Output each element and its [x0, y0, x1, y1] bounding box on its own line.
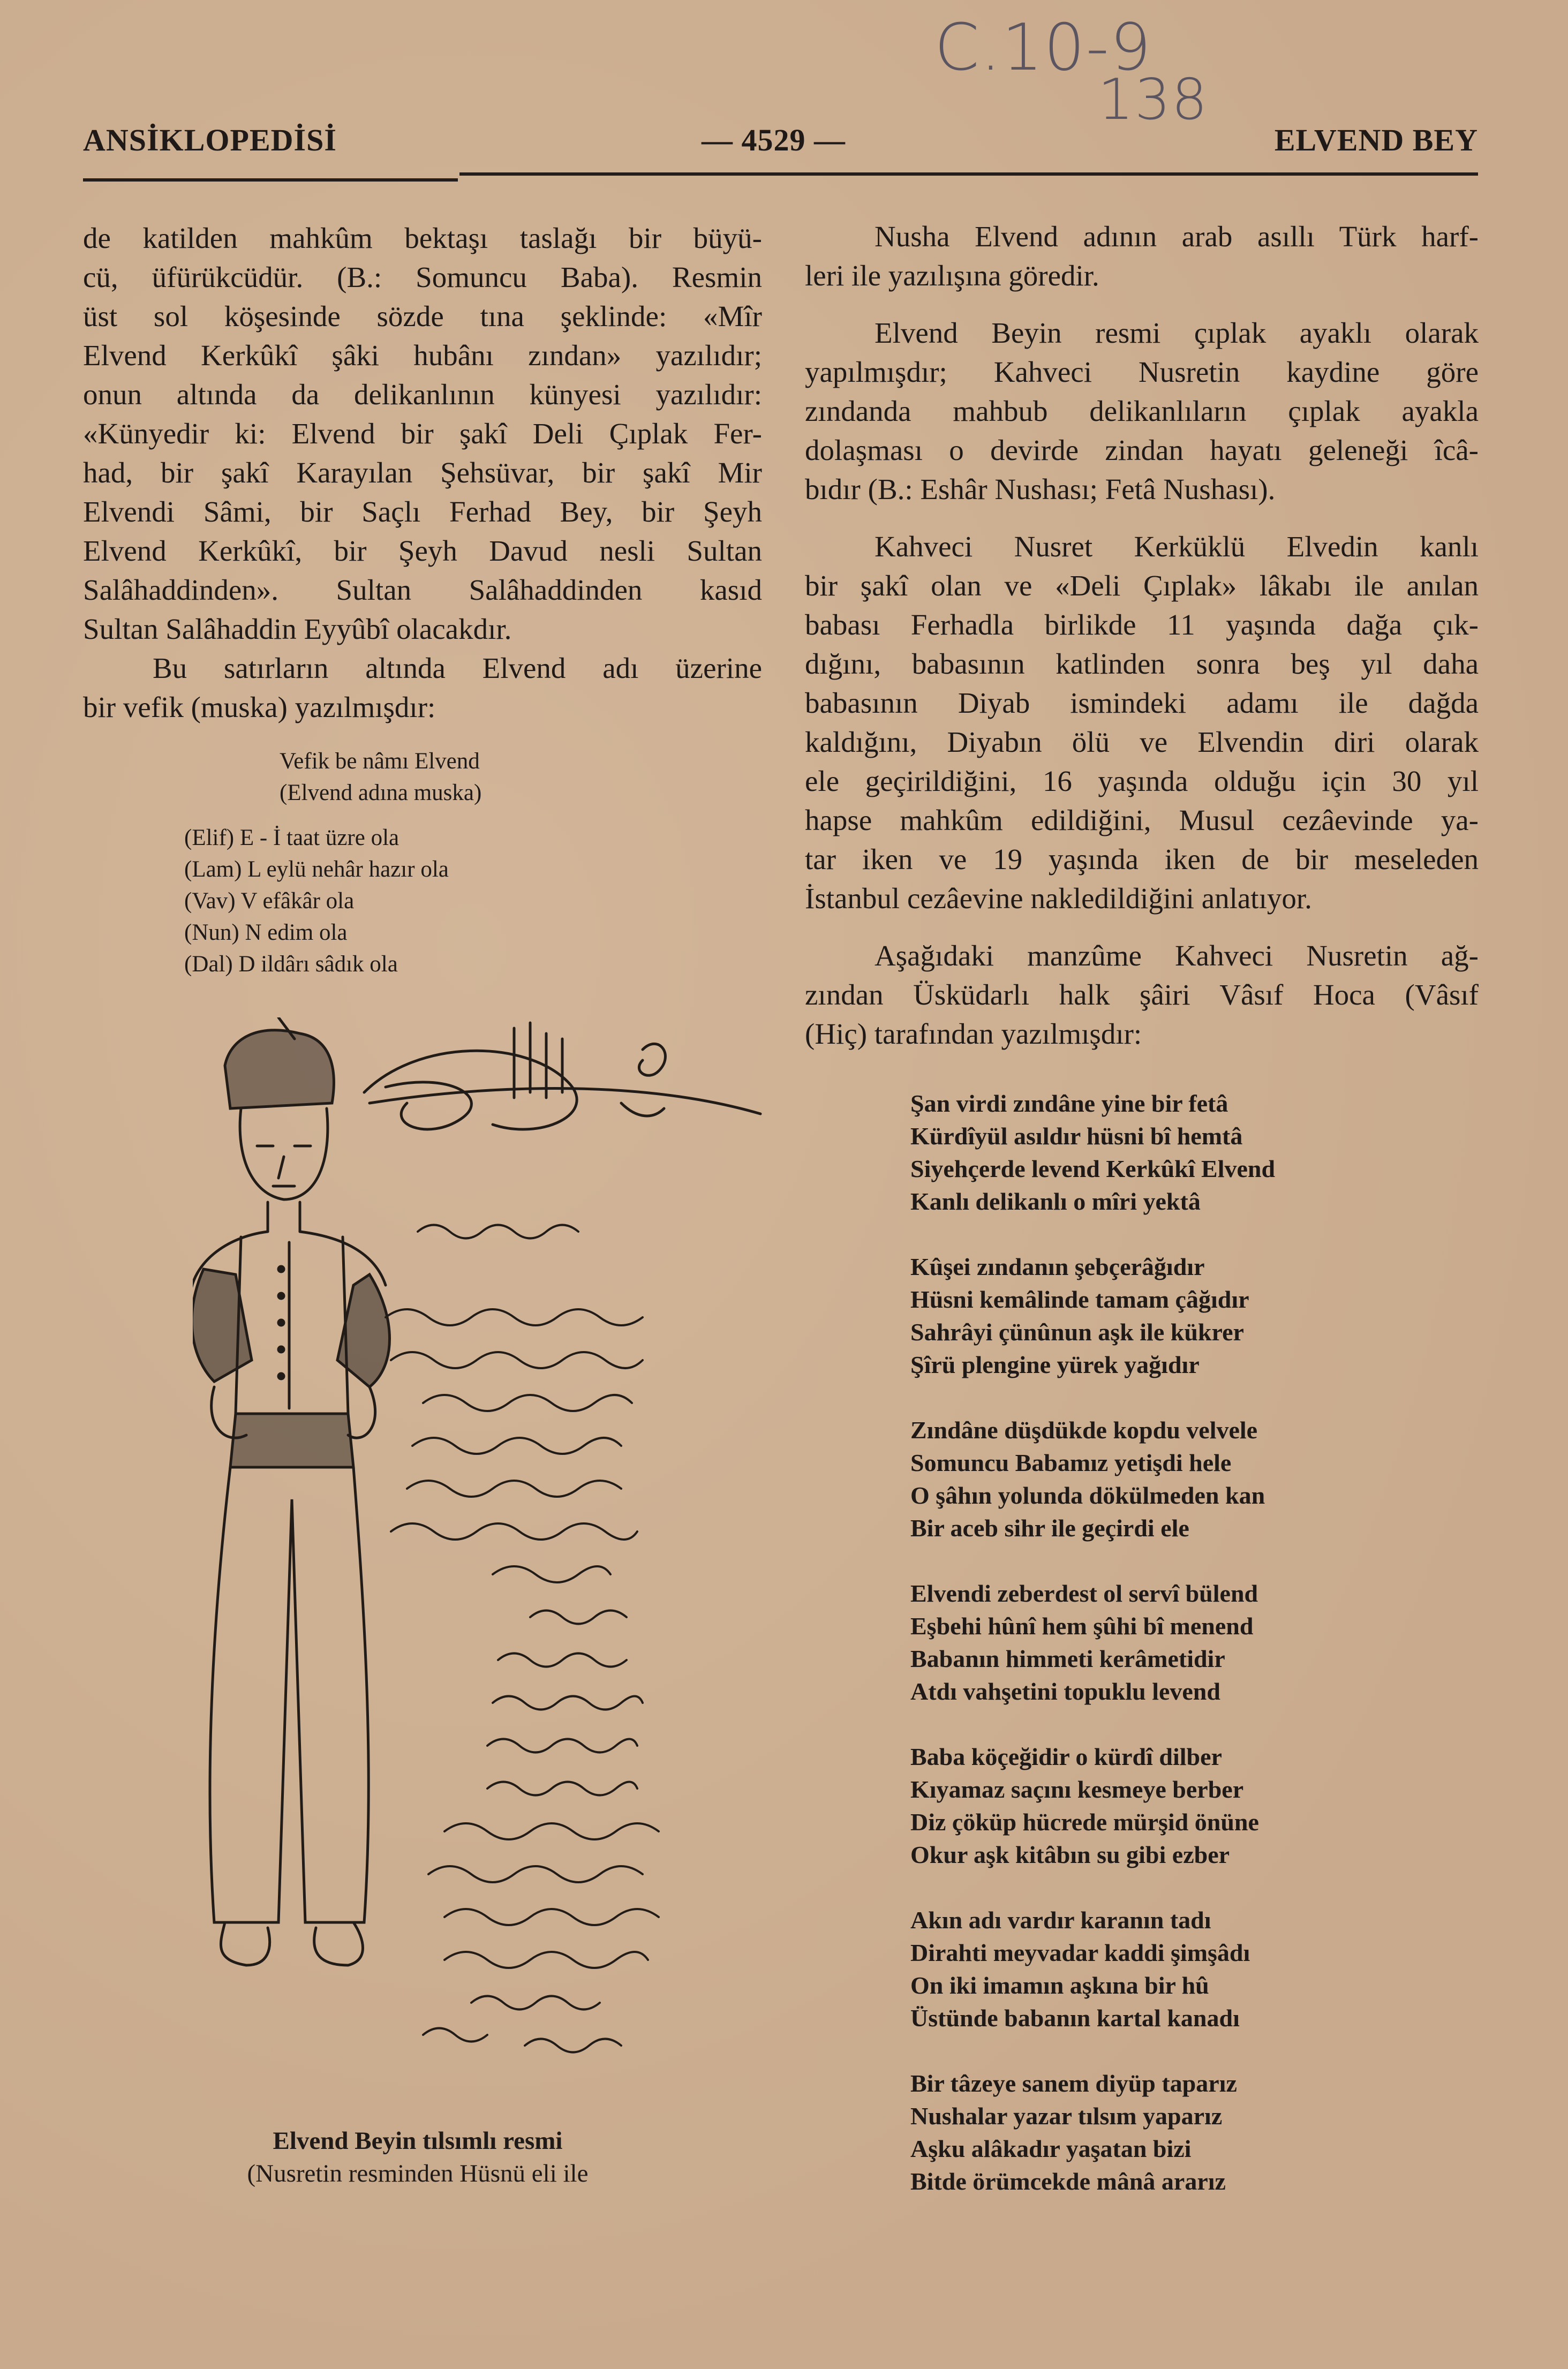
header-entry-title: ELVEND BEY: [1274, 123, 1478, 157]
right-column-text: [805, 217, 1479, 1053]
text-line: zından Üsküdarlı halk şâiri Vâsıf Hoca (Vâsıf: [805, 978, 1479, 1011]
poem-line: Bir aceb sihr ile geçirdi ele: [910, 1514, 1189, 1542]
elvend-figure: [193, 1017, 390, 1965]
poem-line: Aşku alâkadır yaşatan bizi: [910, 2135, 1192, 2162]
poem-line: Diz çöküp hücrede mürşid önüne: [910, 1808, 1259, 1836]
poem-stanza: [910, 1904, 1275, 2034]
left-column-text: [83, 218, 762, 727]
muska-line: (Lam) L eylü nehâr hazır ola: [184, 857, 449, 882]
paragraph: [805, 313, 1479, 509]
text-line: Elvend Kerkûkî, bir Şeyh Davud nesli Sultan: [83, 534, 762, 567]
text-line: Elvend Beyin resmi çıplak ayaklı olarak: [875, 316, 1479, 349]
text-line: cü, üfürükcüdür. (B.: Somuncu Baba). Resmin: [83, 261, 762, 293]
paragraph: [805, 527, 1479, 918]
text-line: Elvendi Sâmi, bir Saçlı Ferhad Bey, bir Şeyh: [83, 495, 762, 528]
text-line: Elvend Kerkûkî şâki hubânı zından» yazılıdır;: [83, 339, 762, 372]
text-line: leri ile yazılışına göredir.: [805, 259, 1099, 292]
header-rule: [459, 172, 1478, 176]
text-line: ele geçirildiğini, 16 yaşında olduğu için 30 yıl: [805, 765, 1479, 797]
poem-line: Zındâne düşdükde kopdu velvele: [910, 1416, 1258, 1444]
muska-title-line: Vefik be nâmı Elvend: [280, 749, 480, 774]
poem-stanza: [910, 1087, 1275, 1218]
poem-line: Bitde örümcekde mânâ ararız: [910, 2168, 1226, 2195]
poem-stanza: [910, 1250, 1275, 1381]
tughra-calligraphy: [364, 1023, 760, 1129]
poem-line: Bir tâzeye sanem diyüp taparız: [910, 2070, 1237, 2097]
poem-stanza: [910, 1740, 1275, 1871]
text-line: Sultan Salâhaddin Eyyûbî olacakdır.: [83, 613, 512, 645]
page-number: — 4529 —: [702, 123, 846, 157]
paragraph: [805, 217, 1479, 295]
text-line: İstanbul cezâevine nakledildiğini anlatıyor.: [805, 882, 1312, 915]
text-line: dolaşması o devirde zindan hayatı geleneği îcâ-: [805, 434, 1479, 466]
poem-line: Üstünde babanın kartal kanadı: [910, 2004, 1240, 2032]
text-line: zındanda mahbub delikanlıların çıplak ayakla: [805, 395, 1479, 427]
text-line: «Künyedir ki: Elvend bir şakî Deli Çıplak Fer-: [83, 417, 762, 450]
poem-line: Nushalar yazar tılsım yaparız: [910, 2102, 1223, 2130]
muska-line: (Elif) E - İ taat üzre ola: [184, 825, 399, 850]
text-line: bıdır (B.: Eshâr Nushası; Fetâ Nushası).: [805, 473, 1276, 506]
poem-line: On iki imamın aşkına bir hû: [910, 1972, 1209, 1999]
handwritten-number: 138: [1098, 67, 1209, 132]
poem-line: Somuncu Babamız yetişdi hele: [910, 1449, 1232, 1476]
text-line: bir vefik (muska) yazılmışdır:: [83, 691, 436, 723]
text-line: tar iken ve 19 yaşında iken de bir meseleden: [805, 843, 1479, 876]
illustration-caption: [129, 2125, 707, 2190]
poem-line: Elvendi zeberdest ol servî bülend: [910, 1580, 1258, 1607]
caption-credit: (Nusretin resminden Hüsnü eli ile: [247, 2160, 589, 2187]
text-line: üst sol köşesinde sözde tına şeklinde: «Mîr: [83, 300, 762, 333]
muska-line: (Nun) N edim ola: [184, 920, 348, 945]
text-line: de katilden mahkûm bektaşı taslağı bir büyü-: [83, 222, 762, 254]
poem-stanza: [910, 1577, 1275, 1708]
poem-line: Dirahti meyvadar kaddi şimşâdı: [910, 1939, 1250, 1966]
poem-line: Sahrâyi çünûnun aşk ile kükrer: [910, 1318, 1244, 1346]
muska-line: (Dal) D ildârı sâdık ola: [184, 952, 398, 977]
poem-line: Şîrü plengine yürek yağıdır: [910, 1351, 1200, 1378]
handwritten-reference: C.10-9: [934, 11, 1152, 85]
text-line: bir şakî olan ve «Deli Çıplak» lâkabı ile anılan: [805, 569, 1479, 602]
text-line: babası Ferhadla birlikde 11 yaşında dağa çık-: [805, 608, 1479, 641]
text-line: Kahveci Nusret Kerküklü Elvedin kanlı: [875, 530, 1479, 563]
caption-title: Elvend Beyin tılsımlı resmi: [273, 2127, 563, 2155]
muska-line: (Vav) V efâkâr ola: [184, 888, 355, 914]
poem-line: Kanlı delikanlı o mîri yektâ: [910, 1188, 1201, 1215]
poem-line: Kürdîyül asıldır hüsni bî hemtâ: [910, 1122, 1243, 1150]
poem-line: Atdı vahşetini topuklu levend: [910, 1678, 1220, 1705]
poem-line: Kıyamaz saçını kesmeye berber: [910, 1776, 1244, 1803]
poem-line: Hüsni kemâlinde tamam çâğıdır: [910, 1286, 1249, 1313]
text-line: onun altında da delikanlının künyesi yazılıdır:: [83, 378, 762, 411]
poem-line: Kûşei zındanın şebçerâğıdır: [910, 1253, 1205, 1280]
text-line: babasının Diyab ismindeki adamı ile dağda: [805, 686, 1479, 719]
muska-title: [280, 745, 481, 809]
header-encyclopedia-title: ANSİKLOPEDİSİ: [83, 123, 337, 157]
poem-line: O şâhın yolunda dökülmeden kan: [910, 1482, 1265, 1509]
poem-line: Siyehçerde levend Kerkûkî Elvend: [910, 1155, 1276, 1182]
poem-line: Okur aşk kitâbın su gibi ezber: [910, 1841, 1230, 1868]
muska-subtitle-line: (Elvend adına muska): [280, 780, 482, 805]
poem-stanza: [910, 1414, 1275, 1544]
text-line: Bu satırların altında Elvend adı üzerine: [153, 652, 762, 684]
text-line: hapse mahkûm edildiğini, Musul cezâevinde ya-: [805, 804, 1479, 836]
text-line: Salâhaddinden». Sultan Salâhaddinden kasıd: [83, 574, 762, 606]
poem-line: Eşbehi hûnî hem şûhi bî menend: [910, 1612, 1254, 1640]
muska-lines: [184, 822, 449, 980]
poem-line: Babanın himmeti kerâmetidir: [910, 1645, 1225, 1672]
text-line: yapılmışdır; Kahveci Nusretin kaydine göre: [805, 356, 1479, 388]
poem-line: Şan virdi zındâne yine bir fetâ: [910, 1090, 1228, 1117]
paragraph: [805, 936, 1479, 1053]
text-line: kaldığını, Diyabın ölü ve Elvendin diri olarak: [805, 726, 1479, 758]
poem-line: Baba köçeğidir o kürdî dilber: [910, 1743, 1222, 1770]
text-line: had, bir şakî Karayılan Şehsüvar, bir şakî Mir: [83, 456, 762, 489]
paragraph: [83, 218, 762, 648]
text-line: Aşağıdaki manzûme Kahveci Nusretin ağ-: [875, 939, 1479, 972]
text-line: Nusha Elvend adının arab asıllı Türk harf-: [875, 220, 1479, 253]
poem-stanza: [910, 2067, 1275, 2198]
poem-line: Akın adı vardır karanın tadı: [910, 1906, 1211, 1934]
text-line: (Hiç) tarafından yazılmışdır:: [805, 1017, 1142, 1050]
paragraph: [83, 648, 762, 727]
text-line: dığını, babasının katlinden sonra beş yıl daha: [805, 647, 1479, 680]
talisman-portrait-illustration: [193, 1017, 777, 2110]
poem: [910, 1087, 1275, 2230]
header-rule: [83, 178, 458, 182]
arabic-kunye-inscription: [386, 1225, 659, 2053]
